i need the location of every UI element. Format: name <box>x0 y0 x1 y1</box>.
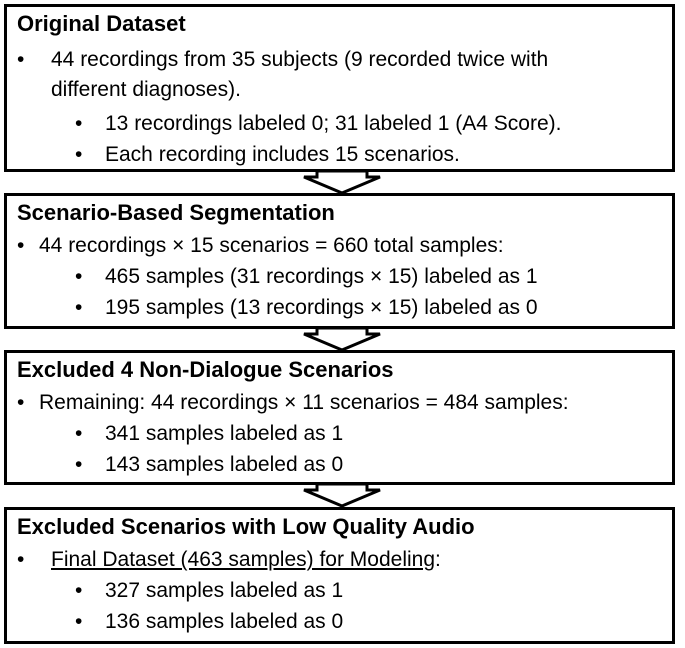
box-title: Original Dataset <box>17 11 186 36</box>
box-scenario-segmentation <box>4 193 675 329</box>
final-dataset-label: Final Dataset (463 samples) for Modeling <box>51 548 436 571</box>
sub-bullet: • <box>75 610 83 633</box>
sub-bullet: • <box>75 579 83 602</box>
box-excluded-non-dialogue <box>4 350 675 485</box>
sub-bullet-text: 143 samples labeled as 0 <box>105 453 344 476</box>
flow-arrow-down <box>302 171 382 195</box>
bullet: • <box>17 234 25 257</box>
flow-arrow-down <box>302 484 382 508</box>
sub-bullet: • <box>75 422 83 445</box>
bullet-text: 44 recordings from 35 subjects (9 recorded twice with <box>51 48 549 71</box>
sub-bullet-text: 465 samples (31 recordings × 15) labeled as 1 <box>105 265 538 288</box>
box-excluded-low-quality <box>4 507 675 644</box>
sub-bullet: • <box>75 453 83 476</box>
sub-bullet-text: 327 samples labeled as 1 <box>105 579 344 602</box>
box-title: Excluded 4 Non-Dialogue Scenarios <box>17 357 394 382</box>
sub-bullet: • <box>75 265 83 288</box>
sub-bullet: • <box>75 296 83 319</box>
sub-bullet-text: 136 samples labeled as 0 <box>105 610 344 633</box>
sub-bullet-text: 195 samples (13 recordings × 15) labeled as 0 <box>105 296 538 319</box>
bullet: • <box>17 548 25 571</box>
bullet-text: Remaining: 44 recordings × 11 scenarios = 484 samples: <box>39 391 569 414</box>
bullet-text <box>51 545 441 575</box>
sub-bullet-text: Each recording includes 15 scenarios. <box>105 143 460 166</box>
colon: : <box>435 548 441 571</box>
box-original-dataset <box>4 4 675 172</box>
sub-bullet-text: 341 samples labeled as 1 <box>105 422 344 445</box>
box-title: Excluded Scenarios with Low Quality Audio <box>17 514 475 539</box>
sub-bullet: • <box>75 143 83 166</box>
sub-bullet: • <box>75 112 83 135</box>
bullet: • <box>17 391 25 414</box>
bullet: • <box>17 48 25 71</box>
sub-bullet-text: 13 recordings labeled 0; 31 labeled 1 (A4 Score). <box>105 112 562 135</box>
bullet-text-continued: different diagnoses). <box>51 78 241 101</box>
flow-arrow-down <box>302 328 382 352</box>
bullet-text: 44 recordings × 15 scenarios = 660 total samples: <box>39 234 504 257</box>
box-title: Scenario-Based Segmentation <box>17 200 335 225</box>
